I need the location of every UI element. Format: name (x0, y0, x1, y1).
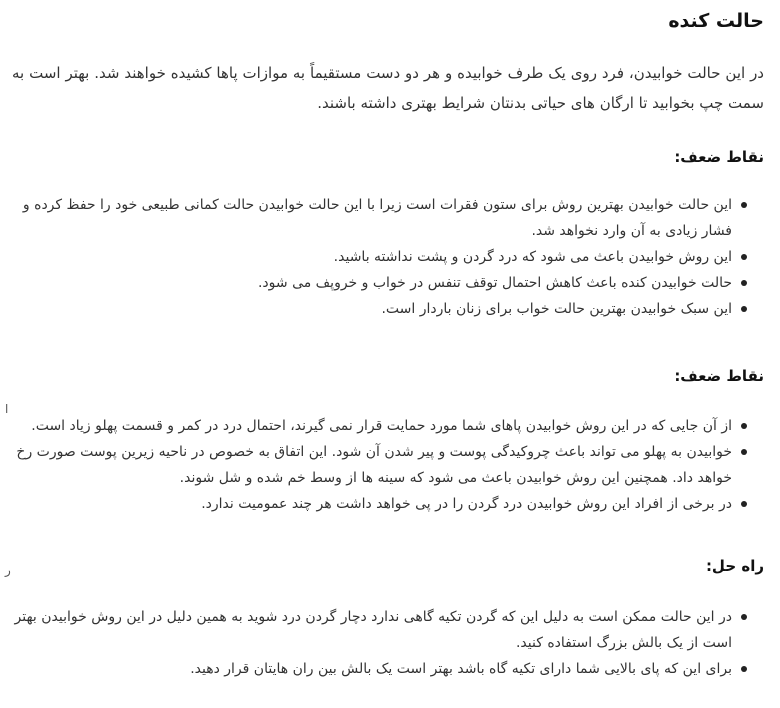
bullet-list-weaknesses-1 (0, 192, 780, 322)
list-item (0, 439, 780, 491)
bullet-list-solution (0, 604, 780, 682)
list-item (0, 244, 780, 270)
list-item-text-continued: است از یک بالش بزرگ استفاده کنید. (515, 635, 732, 651)
list-item-text: در این حالت ممکن است به دلیل این که گردن تکیه گاهی ندارد دچار گردن درد شوید به همین دلیل در این روش خوابیدن بهتر (14, 609, 732, 625)
list-item (0, 270, 780, 296)
list-item (0, 491, 780, 517)
list-item-text: برای این که پای بالایی شما دارای تکیه گاه باشد بهتر است یک بالش بین ران هایتان قرار دهید. (190, 661, 732, 677)
list-item (0, 192, 780, 244)
list-item-text: خوابیدن به پهلو می تواند باعث چروکیدگی پوست و پیر شدن آن شود. این اتفاق به خصوص در ناحیه زیرین پوست صورت رخ (16, 444, 732, 460)
list-item-text: از آن جایی که در این روش خوابیدن پاهای شما مورد حمایت قرار نمی گیرند، احتمال درد در کمر و قسمت پهلو زیاد است. (31, 418, 732, 434)
stray-mark: ر (5, 563, 11, 577)
section-heading-solution: راه حل: (705, 557, 764, 575)
bullet-list-weaknesses-2 (0, 413, 780, 517)
list-item (0, 296, 780, 322)
list-item-text-continued: فشار زیادی به آن وارد نخواهد شد. (531, 223, 732, 239)
list-item (0, 656, 780, 682)
article-intro: در این حالت خوابیدن، فرد روی یک طرف خوابیده و هر دو دست مستقیماً به موازات پاها کشیده خواهند شد. بهتر است به سمت چپ بخوابید تا ارگان های حیاتی بدنتان شرایط بهتری داشته باشند. (12, 64, 764, 112)
section-heading-weaknesses-2: نقاط ضعف: (674, 367, 764, 385)
article-title: حالت کنده (668, 10, 764, 32)
list-item-text: در برخی از افراد این روش خوابیدن درد گردن را در پی خواهد داشت هر چند عمومیت ندارد. (201, 496, 732, 512)
list-item-text: این روش خوابیدن باعث می شود که درد گردن و پشت نداشته باشید. (333, 249, 732, 265)
stray-mark: ا (5, 402, 9, 416)
list-item (0, 413, 780, 439)
list-item-text: حالت خوابیدن کنده باعث کاهش احتمال توقف تنفس در خواب و خروپف می شود. (257, 275, 732, 291)
section-heading-weaknesses-1: نقاط ضعف: (674, 148, 764, 166)
list-item-text: این سبک خوابیدن بهترین حالت خواب برای زنان باردار است. (381, 301, 732, 317)
list-item (0, 604, 780, 656)
list-item-text: این حالت خوابیدن بهترین روش برای ستون فقرات است زیرا با این حالت خوابیدن حالت کمانی طبیعی خود را حفظ کرده و (22, 197, 732, 213)
list-item-text-continued: خواهد داد. همچنین این روش خوابیدن باعث می شود که سینه ها از وسط خم شده و شل شوند. (179, 470, 732, 486)
